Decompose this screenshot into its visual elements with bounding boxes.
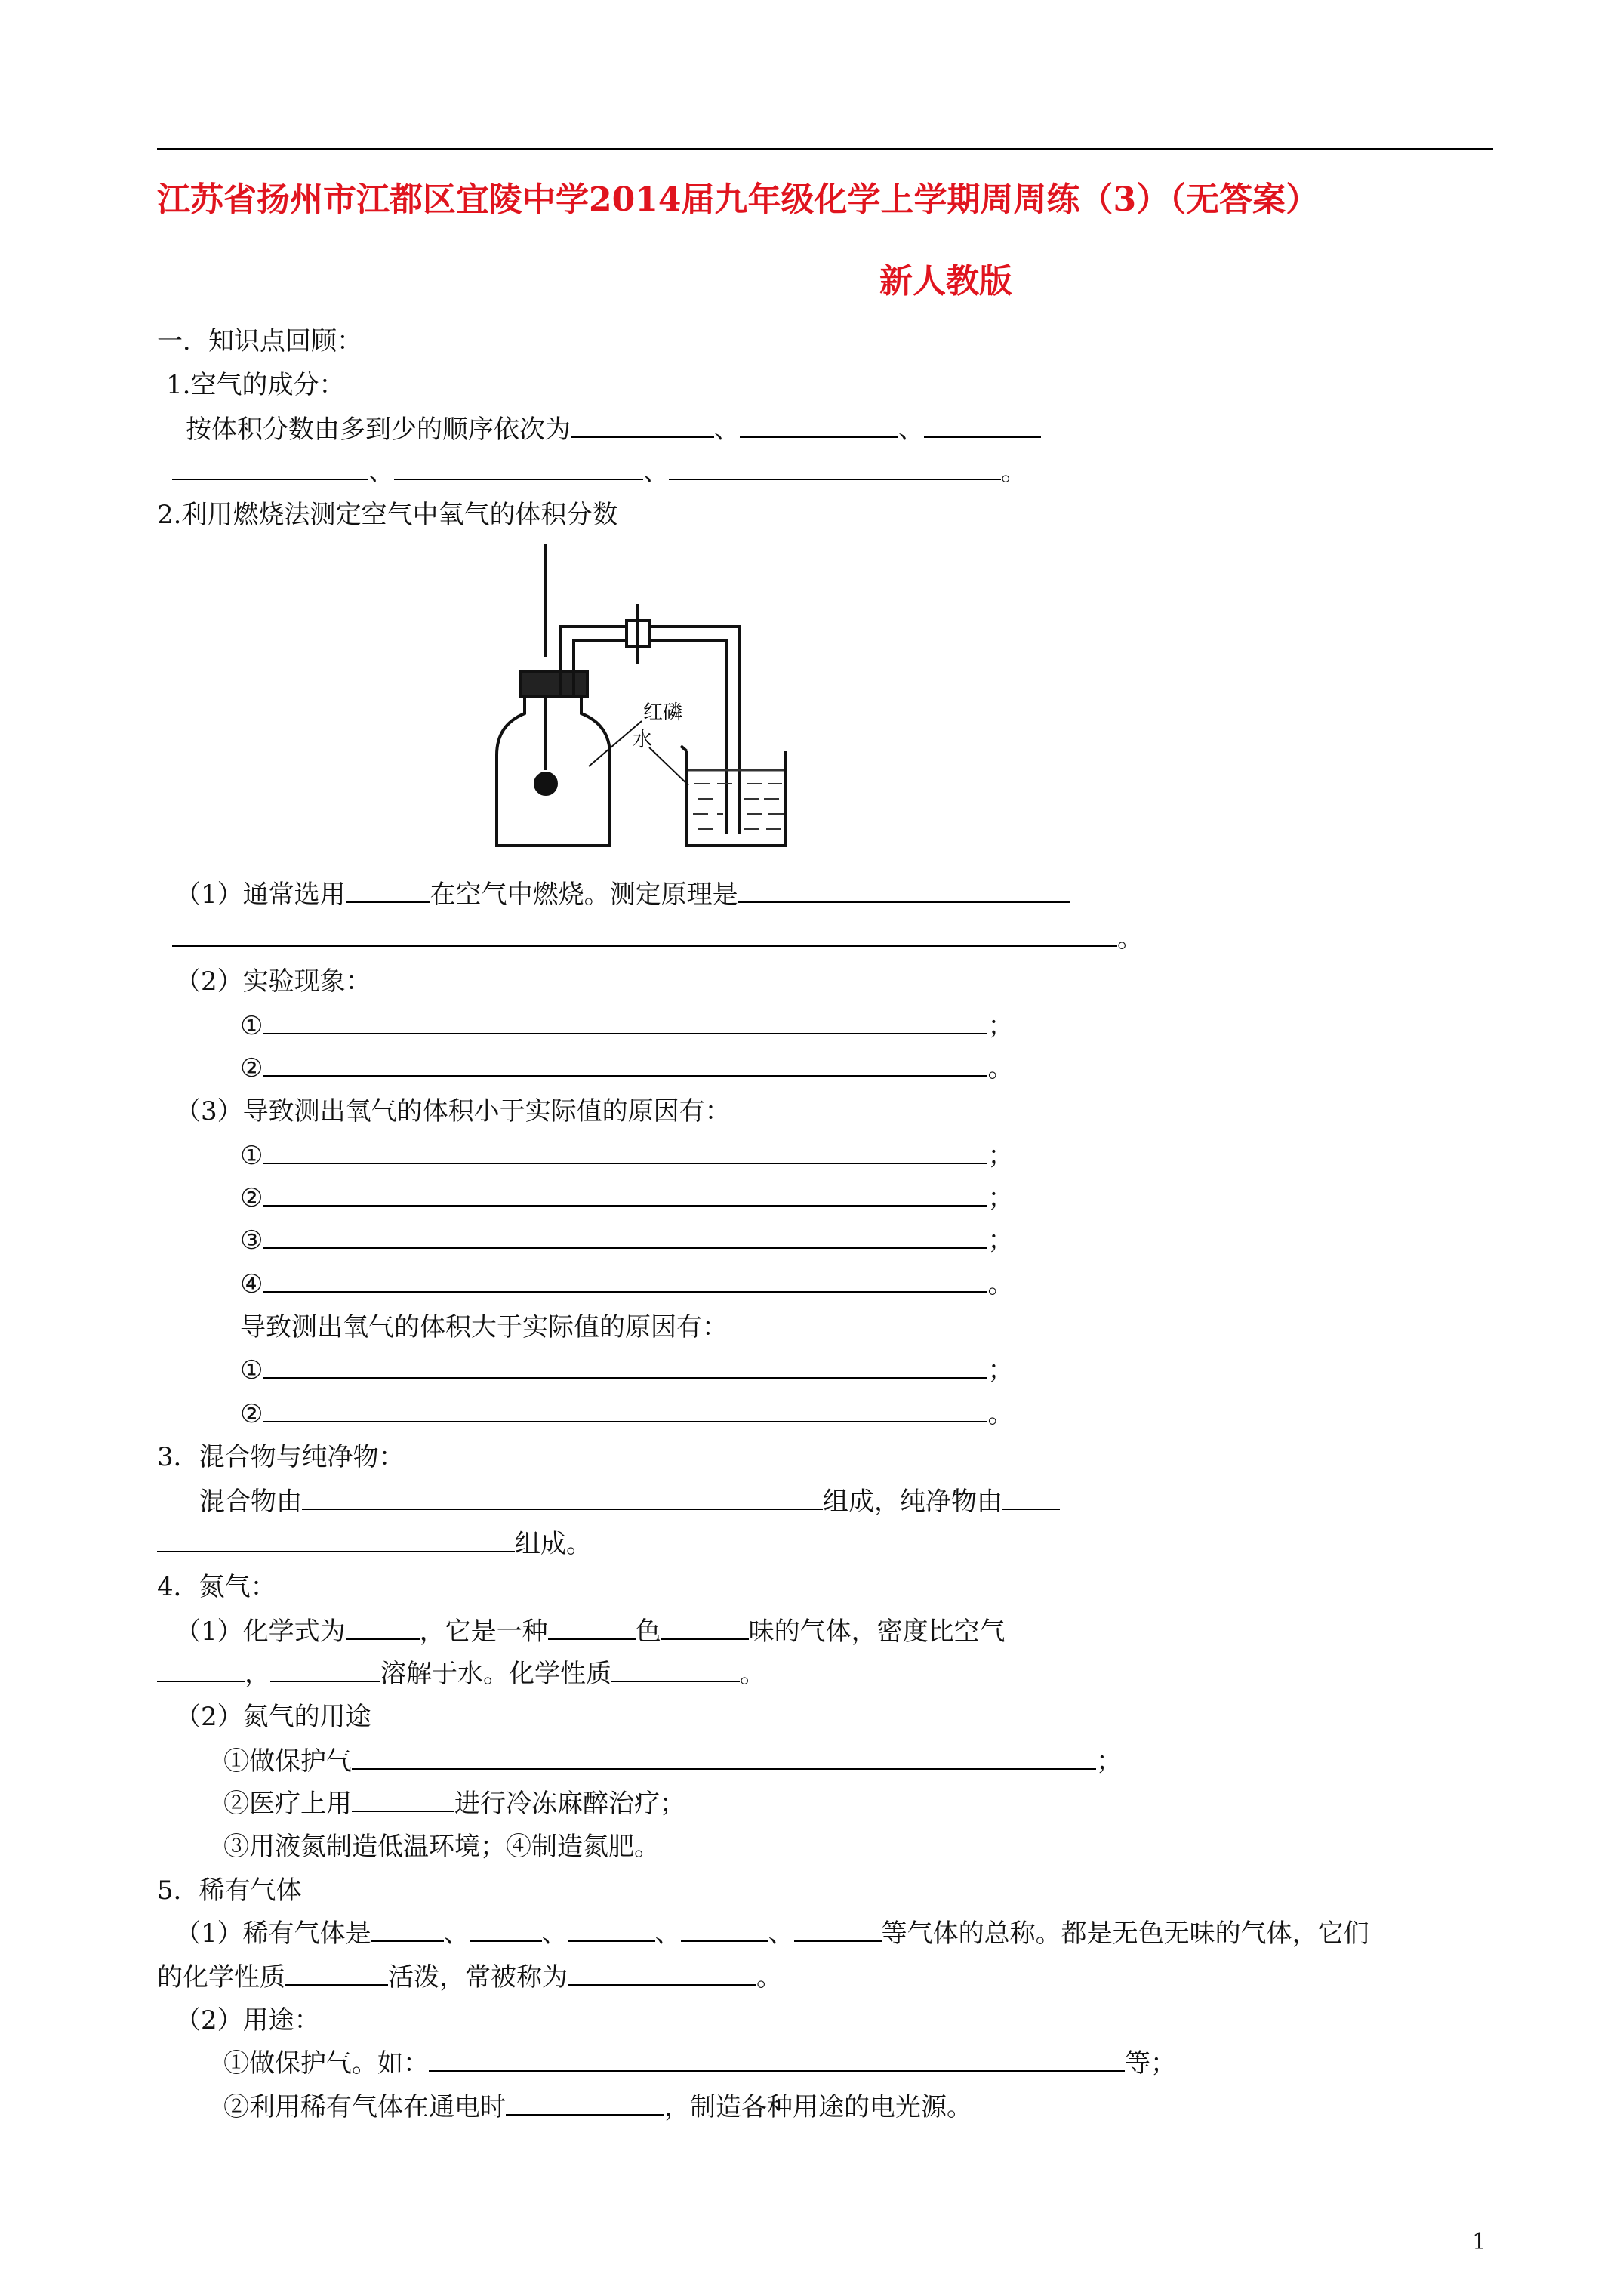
answer-blank[interactable] (611, 1658, 740, 1682)
question-2-1-line-2: 。 (172, 923, 1143, 954)
answer-blank[interactable] (429, 2048, 1125, 2072)
answer-blank[interactable] (681, 1918, 768, 1942)
answer-blank[interactable] (263, 1398, 987, 1422)
question-2-3-title: （3）导致测出氧气的体积小于实际值的原因有： (175, 1096, 731, 1126)
answer-blank[interactable] (470, 1918, 542, 1942)
header-rule (157, 148, 1493, 150)
page-subtitle: 新人教版 (879, 262, 1012, 300)
answer-blank[interactable] (738, 879, 1070, 903)
answer-blank[interactable] (571, 414, 714, 438)
answer-line: ① ； (240, 1011, 1014, 1041)
answer-line: ① ； (240, 1355, 1014, 1385)
answer-blank[interactable] (263, 1052, 987, 1077)
question-4-title: 4．氮气： (157, 1572, 276, 1602)
answer-blank[interactable] (263, 1140, 987, 1164)
answer-blank[interactable] (548, 1616, 636, 1640)
answer-blank[interactable] (285, 1962, 388, 1986)
question-4-2-title: （2）氮气的用途 (175, 1702, 371, 1732)
question-2-3b-title: 导致测出氧气的体积大于实际值的原因有： (240, 1312, 728, 1342)
question-5-1-line-1: （1）稀有气体是 、 、 、 、 等气体的总称。都是无色无味的气体，它们 (175, 1918, 1369, 1949)
phosphorus-spoon (535, 773, 556, 794)
answer-blank[interactable] (506, 2091, 664, 2116)
question-2-2-title: （2）实验现象： (175, 966, 371, 997)
answer-blank[interactable] (157, 1658, 245, 1682)
answer-blank[interactable] (172, 923, 1117, 947)
answer-line: ④ 。 (240, 1269, 1014, 1299)
answer-line: ② 。 (240, 1053, 1014, 1083)
question-5-2-title: （2）用途： (175, 2005, 320, 2036)
answer-blank[interactable] (568, 1918, 655, 1942)
question-1-line-2: 、 、 。 (172, 456, 1027, 488)
answer-blank[interactable] (661, 1616, 749, 1640)
answer-line: ② 。 (240, 1399, 1014, 1429)
question-4-2b: ②医疗上用 进行冷冻麻醉治疗； (223, 1789, 685, 1819)
answer-blank[interactable] (1002, 1486, 1060, 1510)
answer-line: ① ； (240, 1141, 1014, 1171)
question-3-line-2: 组成。 (157, 1528, 592, 1560)
section-heading: 一．知识点回顾： (157, 326, 362, 356)
question-2-1-line-1: （1）通常选用 在空气中燃烧。测定原理是 (175, 879, 1070, 911)
question-5-2b: ②利用稀有气体在通电时 ，制造各种用途的电光源。 (223, 2092, 972, 2122)
answer-blank[interactable] (157, 1528, 515, 1552)
answer-blank[interactable] (263, 1010, 987, 1034)
answer-line: ③ ； (240, 1225, 1014, 1256)
answer-blank[interactable] (924, 414, 1041, 438)
answer-blank[interactable] (794, 1918, 882, 1942)
question-4-2a: ①做保护气 ； (223, 1746, 1122, 1777)
question-5-2a: ①做保护气。如： 等； (223, 2048, 1176, 2079)
answer-blank[interactable] (371, 1918, 444, 1942)
answer-blank[interactable] (302, 1486, 823, 1510)
question-2-title: 2.利用燃烧法测定空气中氧气的体积分数 (157, 500, 618, 530)
question-1-title: 1.空气的成分： (166, 370, 345, 400)
gas-bottle (497, 696, 610, 846)
question-1-text: 按体积分数由多到少的顺序依次为 (186, 415, 571, 445)
answer-blank[interactable] (352, 1788, 454, 1812)
answer-blank[interactable] (740, 414, 898, 438)
question-3-line-1: 混合物由 组成，纯净物由 (199, 1486, 1060, 1518)
question-4-2c: ③用液氮制造低温环境；④制造氮肥。 (223, 1832, 660, 1862)
answer-blank[interactable] (263, 1268, 987, 1293)
apparatus-diagram (483, 544, 815, 853)
answer-blank[interactable] (172, 456, 368, 480)
question-1-line-1: 按体积分数由多到少的顺序依次为 、 、 (186, 414, 1041, 445)
answer-blank[interactable] (669, 456, 1001, 480)
answer-blank[interactable] (394, 456, 643, 480)
question-4-1-line-2: ， 溶解于水。化学性质 。 (157, 1658, 765, 1690)
phosphorus-label: 红磷 (643, 701, 683, 724)
answer-blank[interactable] (263, 1225, 987, 1249)
answer-blank[interactable] (263, 1354, 987, 1379)
answer-blank[interactable] (346, 1616, 420, 1640)
question-3-title: 3．混合物与纯净物： (157, 1442, 405, 1472)
page-title: 江苏省扬州市江都区宜陵中学2014届九年级化学上学期周周练（3）（无答案） (157, 180, 1320, 219)
rubber-stopper (521, 672, 587, 696)
answer-blank[interactable] (568, 1962, 756, 1986)
answer-line: ② ； (240, 1183, 1014, 1213)
answer-blank[interactable] (352, 1746, 1096, 1770)
answer-blank[interactable] (270, 1658, 380, 1682)
answer-blank[interactable] (346, 879, 430, 903)
water-label: 水 (633, 729, 653, 751)
question-5-1-line-2: 的化学性质 活泼，常被称为 。 (157, 1962, 782, 1992)
question-4-1-line-1: （1）化学式为 ，它是一种 色 味的气体，密度比空气 (175, 1616, 1006, 1647)
answer-blank[interactable] (263, 1182, 987, 1207)
page-number: 1 (1472, 2229, 1487, 2255)
question-5-title: 5．稀有气体 (157, 1875, 302, 1906)
